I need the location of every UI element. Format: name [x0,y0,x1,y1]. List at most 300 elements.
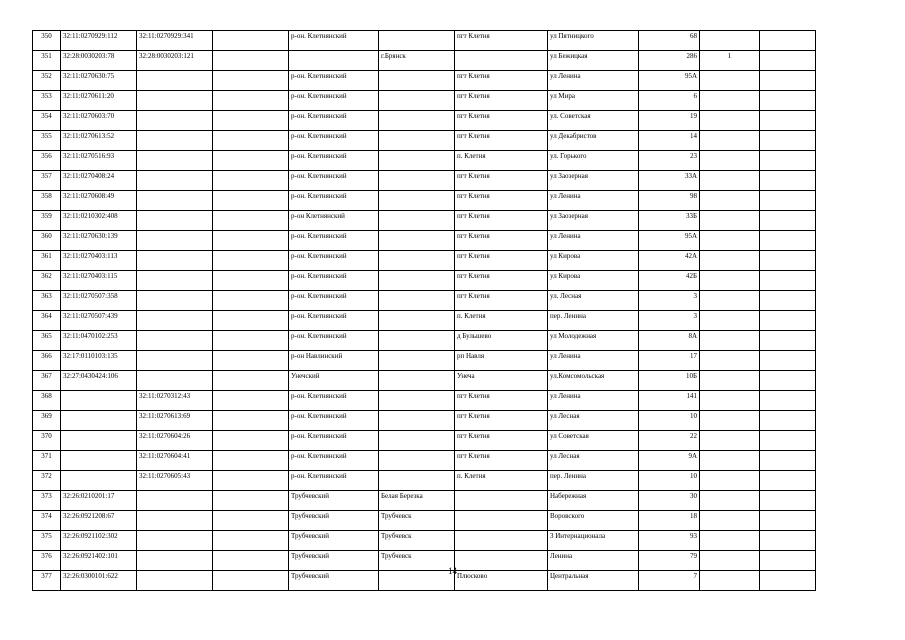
cadastral-number-cell [61,411,137,431]
empty-cell [213,111,289,131]
empty-cell [213,471,289,491]
cadastral-number-2-cell [137,171,213,191]
house-number-cell: 14 [639,131,700,151]
extra-value-cell [700,251,760,271]
cadastral-number-2-cell [137,311,213,331]
empty-cell [760,71,816,91]
street-cell: 3 Интернационала [548,531,639,551]
extra-value-cell [700,111,760,131]
extra-value-cell [700,431,760,451]
house-number-cell: 19 [639,111,700,131]
house-number-cell: 18 [639,511,700,531]
street-cell: Ленина [548,551,639,571]
locality-cell: Трубчевск [379,511,455,531]
locality-cell [379,211,455,231]
cadastral-number-2-cell [137,351,213,371]
street-cell: ул Советская [548,431,639,451]
house-number-cell: 8А [639,331,700,351]
settlement-cell: Плюсково [455,571,548,591]
cadastral-number-cell: 32:11:0470102:253 [61,331,137,351]
region-cell: р-он Навлинский [289,351,379,371]
cadastral-number-2-cell [137,331,213,351]
locality-cell [379,71,455,91]
row-number-cell: 357 [33,171,61,191]
table-row [33,371,816,391]
empty-cell [760,251,816,271]
cadastral-number-cell: 32:11:0270516:93 [61,151,137,171]
table-row [33,291,816,311]
cadastral-number-2-cell [137,231,213,251]
cadastral-number-cell: 32:26:0921402:101 [61,551,137,571]
row-number-cell: 372 [33,471,61,491]
region-cell: р-он. Клетнянский [289,111,379,131]
table-row [33,271,816,291]
cadastral-number-cell [61,391,137,411]
region-cell: Трубчевский [289,531,379,551]
settlement-cell: пгт Клетня [455,191,548,211]
empty-cell [760,331,816,351]
locality-cell [379,431,455,451]
empty-cell [760,291,816,311]
house-number-cell: 98 [639,191,700,211]
house-number-cell: 33Б [639,211,700,231]
settlement-cell: пгт Клетня [455,131,548,151]
house-number-cell: 10Б [639,371,700,391]
empty-cell [213,311,289,331]
region-cell: р-он. Клетнянский [289,271,379,291]
empty-cell [760,451,816,471]
empty-cell [213,491,289,511]
table-row [33,131,816,151]
house-number-cell: 95А [639,71,700,91]
table-row [33,111,816,131]
settlement-cell [455,491,548,511]
empty-cell [213,171,289,191]
region-cell: р-он. Клетнянский [289,471,379,491]
empty-cell [760,171,816,191]
empty-cell [760,351,816,371]
locality-cell [379,131,455,151]
extra-value-cell [700,471,760,491]
street-cell: ул. Советская [548,111,639,131]
settlement-cell: пгт Клетня [455,431,548,451]
extra-value-cell [700,71,760,91]
extra-value-cell [700,231,760,251]
locality-cell [379,111,455,131]
region-cell: р-он. Клетнянский [289,191,379,211]
locality-cell [379,31,455,51]
locality-cell [379,231,455,251]
row-number-cell: 370 [33,431,61,451]
page-number: 14 [448,566,457,576]
extra-value-cell [700,211,760,231]
empty-cell [213,91,289,111]
empty-cell [760,271,816,291]
empty-cell [213,411,289,431]
locality-cell [379,171,455,191]
settlement-cell [455,531,548,551]
locality-cell: Трубчевск [379,551,455,571]
cadastral-number-cell: 32:11:0270630:139 [61,231,137,251]
house-number-cell: 286 [639,51,700,71]
empty-cell [213,531,289,551]
cadastral-number-cell: 32:11:0270929:112 [61,31,137,51]
house-number-cell: 79 [639,551,700,571]
empty-cell [213,371,289,391]
empty-cell [213,331,289,351]
empty-cell [760,511,816,531]
table-row [33,191,816,211]
settlement-cell: п. Клетня [455,471,548,491]
settlement-cell: Унеча [455,371,548,391]
table-row [33,231,816,251]
cadastral-number-cell: 32:27:0430424:106 [61,371,137,391]
extra-value-cell [700,191,760,211]
street-cell: ул Пятницкого [548,31,639,51]
registry-table-body [33,31,816,591]
row-number-cell: 352 [33,71,61,91]
cadastral-number-cell: 32:11:0270507:439 [61,311,137,331]
empty-cell [213,251,289,271]
row-number-cell: 371 [33,451,61,471]
region-cell: Трубчевский [289,511,379,531]
street-cell: ул.Комсомольская [548,371,639,391]
extra-value-cell [700,291,760,311]
settlement-cell: д Бульшево [455,331,548,351]
region-cell: Трубчевский [289,551,379,571]
row-number-cell: 367 [33,371,61,391]
locality-cell [379,291,455,311]
empty-cell [760,51,816,71]
settlement-cell: пгт Клетня [455,91,548,111]
cadastral-number-2-cell [137,291,213,311]
street-cell: ул Мира [548,91,639,111]
cadastral-number-cell: 32:26:0300101:622 [61,571,137,591]
empty-cell [760,531,816,551]
empty-cell [760,431,816,451]
row-number-cell: 354 [33,111,61,131]
empty-cell [213,271,289,291]
cadastral-number-2-cell: 32:11:0270613:69 [137,411,213,431]
empty-cell [760,151,816,171]
street-cell: ул Ленина [548,191,639,211]
locality-cell [379,91,455,111]
cadastral-number-2-cell [137,71,213,91]
street-cell: ул Ленина [548,391,639,411]
cadastral-number-2-cell [137,491,213,511]
settlement-cell: пгт Клетня [455,71,548,91]
cadastral-number-2-cell [137,511,213,531]
region-cell: р-он. Клетнянский [289,451,379,471]
extra-value-cell [700,491,760,511]
cadastral-number-2-cell: 32:11:0270605:43 [137,471,213,491]
table-row [33,511,816,531]
empty-cell [213,391,289,411]
cadastral-number-cell: 32:11:0210302:408 [61,211,137,231]
table-row [33,331,816,351]
table-row [33,311,816,331]
row-number-cell: 359 [33,211,61,231]
table-row [33,351,816,371]
row-number-cell: 365 [33,331,61,351]
cadastral-number-2-cell: 32:11:0270604:26 [137,431,213,451]
region-cell: р-он. Клетнянский [289,71,379,91]
house-number-cell: 33А [639,171,700,191]
street-cell: Центральная [548,571,639,591]
cadastral-number-cell [61,471,137,491]
house-number-cell: 42Б [639,271,700,291]
empty-cell [213,31,289,51]
row-number-cell: 375 [33,531,61,551]
region-cell: р-он. Клетнянский [289,31,379,51]
region-cell: р-он. Клетнянский [289,331,379,351]
street-cell: ул Бежицкая [548,51,639,71]
region-cell: р-он. Клетнянский [289,231,379,251]
extra-value-cell [700,271,760,291]
empty-cell [760,131,816,151]
empty-cell [760,311,816,331]
house-number-cell: 7 [639,571,700,591]
table-row [33,531,816,551]
extra-value-cell [700,151,760,171]
table-row [33,491,816,511]
settlement-cell: пгт Клетня [455,171,548,191]
settlement-cell: рп Навля [455,351,548,371]
empty-cell [213,51,289,71]
cadastral-number-cell: 32:11:0270403:113 [61,251,137,271]
house-number-cell: 6 [639,91,700,111]
empty-cell [213,291,289,311]
empty-cell [213,511,289,531]
street-cell: пер. Ленина [548,311,639,331]
settlement-cell: пгт Клетня [455,31,548,51]
table-row [33,151,816,171]
row-number-cell: 350 [33,31,61,51]
street-cell: ул Молодежная [548,331,639,351]
empty-cell [760,491,816,511]
settlement-cell: пгт Клетня [455,451,548,471]
region-cell: р-он. Клетнянский [289,411,379,431]
street-cell: ул Декабристов [548,131,639,151]
cadastral-number-cell: 32:11:0270603:70 [61,111,137,131]
house-number-cell: 141 [639,391,700,411]
empty-cell [760,211,816,231]
table-row [33,391,816,411]
street-cell: ул Лесная [548,451,639,471]
region-cell [289,51,379,71]
settlement-cell: п. Клетня [455,151,548,171]
extra-value-cell [700,131,760,151]
locality-cell [379,371,455,391]
row-number-cell: 377 [33,571,61,591]
cadastral-number-cell: 32:11:0270611:20 [61,91,137,111]
table-row [33,471,816,491]
region-cell: р-он. Клетнянский [289,391,379,411]
region-cell: р-он. Клетнянский [289,131,379,151]
table-row [33,251,816,271]
extra-value-cell [700,91,760,111]
extra-value-cell [700,411,760,431]
cadastral-number-cell [61,431,137,451]
locality-cell [379,311,455,331]
house-number-cell: 68 [639,31,700,51]
row-number-cell: 368 [33,391,61,411]
cadastral-number-2-cell [137,111,213,131]
extra-value-cell [700,371,760,391]
cadastral-number-2-cell: 32:11:0270929:341 [137,31,213,51]
settlement-cell: пгт Клетня [455,291,548,311]
table-row [33,211,816,231]
empty-cell [213,211,289,231]
locality-cell: Белая Березка [379,491,455,511]
cadastral-number-cell: 32:11:0270613:52 [61,131,137,151]
settlement-cell: пгт Клетня [455,271,548,291]
registry-table [32,30,816,591]
locality-cell [379,191,455,211]
extra-value-cell [700,391,760,411]
cadastral-number-cell: 32:11:0270408:24 [61,171,137,191]
empty-cell [760,111,816,131]
settlement-cell: пгт Клетня [455,211,548,231]
empty-cell [213,131,289,151]
cadastral-number-cell: 32:26:0921208:67 [61,511,137,531]
locality-cell [379,351,455,371]
region-cell: р-он. Клетнянский [289,291,379,311]
house-number-cell: 9А [639,451,700,471]
street-cell: ул Заозерная [548,171,639,191]
table-row [33,51,816,71]
street-cell: ул Заозерная [548,211,639,231]
empty-cell [760,371,816,391]
locality-cell [379,411,455,431]
cadastral-number-cell: 32:26:0210201:17 [61,491,137,511]
row-number-cell: 362 [33,271,61,291]
empty-cell [213,451,289,471]
empty-cell [760,91,816,111]
empty-cell [213,231,289,251]
region-cell: р-он. Клетнянский [289,171,379,191]
cadastral-number-2-cell: 32:11:0270604:41 [137,451,213,471]
region-cell: р-он. Клетнянский [289,431,379,451]
cadastral-number-2-cell [137,151,213,171]
region-cell: р-он. Клетнянский [289,251,379,271]
settlement-cell: пгт Клетня [455,231,548,251]
street-cell: ул Кирова [548,251,639,271]
locality-cell: Трубчевск [379,531,455,551]
empty-cell [213,151,289,171]
empty-cell [760,391,816,411]
cadastral-number-2-cell [137,271,213,291]
row-number-cell: 351 [33,51,61,71]
house-number-cell: 23 [639,151,700,171]
row-number-cell: 366 [33,351,61,371]
locality-cell [379,251,455,271]
table-row [33,91,816,111]
settlement-cell [455,51,548,71]
extra-value-cell [700,511,760,531]
empty-cell [760,31,816,51]
row-number-cell: 356 [33,151,61,171]
empty-cell [213,71,289,91]
locality-cell [379,391,455,411]
row-number-cell: 376 [33,551,61,571]
table-row [33,31,816,51]
table-row [33,171,816,191]
house-number-cell: 3 [639,291,700,311]
locality-cell [379,451,455,471]
cadastral-number-cell: 32:26:0921102:302 [61,531,137,551]
locality-cell [379,331,455,351]
cadastral-number-2-cell [137,211,213,231]
street-cell: ул. Лесная [548,291,639,311]
region-cell: Унечский [289,371,379,391]
extra-value-cell [700,171,760,191]
row-number-cell: 373 [33,491,61,511]
extra-value-cell: 1 [700,51,760,71]
cadastral-number-2-cell [137,91,213,111]
street-cell: ул Ленина [548,71,639,91]
house-number-cell: 93 [639,531,700,551]
empty-cell [213,191,289,211]
settlement-cell [455,511,548,531]
cadastral-number-2-cell [137,131,213,151]
table-row [33,71,816,91]
street-cell: Набережная [548,491,639,511]
row-number-cell: 374 [33,511,61,531]
street-cell: ул Ленина [548,351,639,371]
cadastral-number-cell: 32:11:0270608:49 [61,191,137,211]
table-row [33,431,816,451]
house-number-cell: 10 [639,411,700,431]
street-cell: ул Кирова [548,271,639,291]
house-number-cell: 3 [639,311,700,331]
cadastral-number-cell: 32:11:0270630:75 [61,71,137,91]
extra-value-cell [700,311,760,331]
cadastral-number-cell: 32:11:0270403:115 [61,271,137,291]
locality-cell [379,151,455,171]
house-number-cell: 10 [639,471,700,491]
house-number-cell: 30 [639,491,700,511]
settlement-cell: пгт Клетня [455,251,548,271]
extra-value-cell [700,331,760,351]
cadastral-number-cell: 32:28:0030203:78 [61,51,137,71]
empty-cell [760,231,816,251]
table-row [33,451,816,471]
region-cell: р-он Клетнянский [289,211,379,231]
settlement-cell: пгт Клетня [455,111,548,131]
settlement-cell: п. Клетня [455,311,548,331]
street-cell: пер. Ленина [548,471,639,491]
settlement-cell: пгт Клетня [455,411,548,431]
street-cell: ул. Горького [548,151,639,171]
cadastral-number-2-cell [137,371,213,391]
empty-cell [213,351,289,371]
cadastral-number-2-cell: 32:11:0270312:43 [137,391,213,411]
empty-cell [760,411,816,431]
empty-cell [213,431,289,451]
row-number-cell: 360 [33,231,61,251]
row-number-cell: 353 [33,91,61,111]
extra-value-cell [700,451,760,471]
cadastral-number-cell: 32:11:0270507:358 [61,291,137,311]
house-number-cell: 17 [639,351,700,371]
row-number-cell: 364 [33,311,61,331]
street-cell: ул Лесная [548,411,639,431]
extra-value-cell [700,31,760,51]
region-cell: Трубчевский [289,491,379,511]
table-row [33,411,816,431]
region-cell: р-он. Клетнянский [289,151,379,171]
